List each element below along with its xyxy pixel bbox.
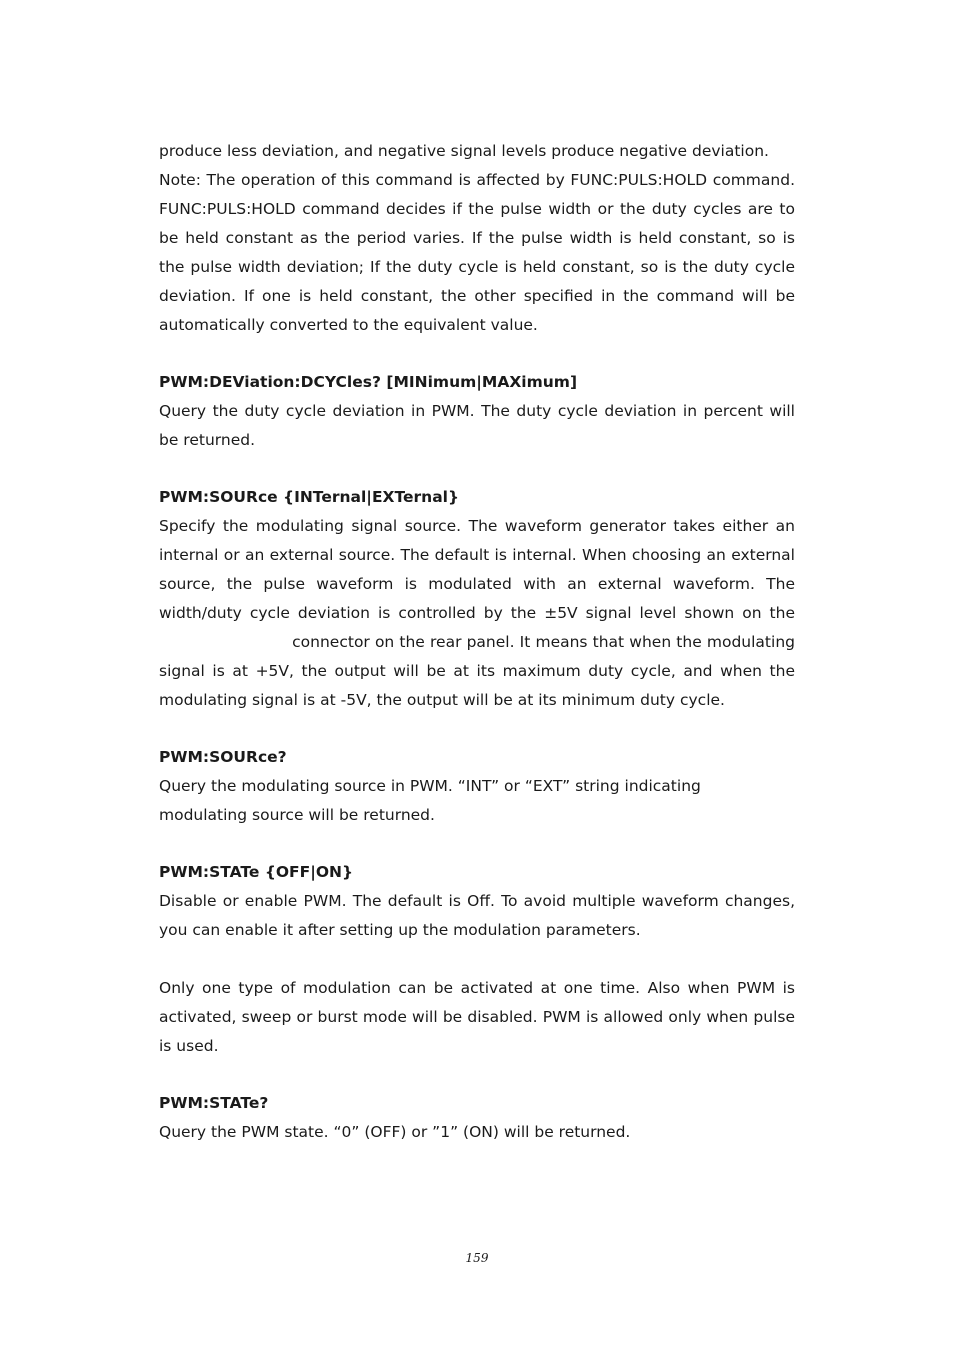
paragraph-pwm-deviation-dcycles-query: Query the duty cycle deviation in PWM. The duty cycle deviation in percent will be returned. — [159, 402, 795, 449]
note-paragraph: Note: The operation of this command is affected by FUNC:PULS:HOLD command. FUNC:PULS:HOLD command decides if the pulse width or the duty cycles are to be held constant as the period varies. If the pulse width is held constant, so is the pulse width deviation; If the duty cycle is held constant, so is the duty cycle deviation. If one is held constant, the other specified in the command will be automatically converted to the equivalent value. — [159, 171, 795, 334]
document-page — [159, 137, 795, 1147]
paragraph-pwm-source — [159, 512, 795, 715]
heading-pwm-source: PWM:SOURce {INTernal|EXTernal} — [159, 488, 460, 506]
heading-pwm-source-query: PWM:SOURce? — [159, 748, 287, 766]
pwm-source-text-part1: Specify the modulating signal source. The waveform generator takes either an internal or an external source. The default is internal. When choosing an external source, the pulse waveform is modulated with an external waveform. The width/duty cycle deviation is controlled by the ±5V signal level shown on the — [159, 517, 795, 622]
paragraph-pwm-state-query: Query the PWM state. “0” (OFF) or ”1” (ON) will be returned. — [159, 1123, 631, 1141]
pwm-source-query-line2: modulating source will be returned. — [159, 806, 435, 824]
pwm-source-query-line1: Query the modulating source in PWM. “INT” or “EXT” string indicating — [159, 777, 701, 795]
paragraph-pwm-state-note: Only one type of modulation can be activated at one time. Also when PWM is activated, sweep or burst mode will be disabled. PWM is allowed only when pulse is used. — [159, 979, 795, 1055]
page-number: 159 — [465, 1251, 489, 1265]
heading-pwm-state: PWM:STATe {OFF|ON} — [159, 863, 354, 881]
heading-pwm-state-query: PWM:STATe? — [159, 1094, 269, 1112]
paragraph-pwm-state: Disable or enable PWM. The default is Off. To avoid multiple waveform changes, you can enable it after setting up the modulation parameters. — [159, 892, 795, 939]
heading-pwm-deviation-dcycles-query: PWM:DEViation:DCYCles? [MINimum|MAXimum] — [159, 373, 578, 391]
pwm-source-text-part2: connector on the rear panel. It means that when the modulating signal is at +5V, the output will be at its maximum duty cycle, and when the modulating signal is at -5V, the output will be at its minimum duty cycle. — [159, 633, 795, 709]
intro-line: produce less deviation, and negative signal levels produce negative deviation. — [159, 142, 769, 160]
